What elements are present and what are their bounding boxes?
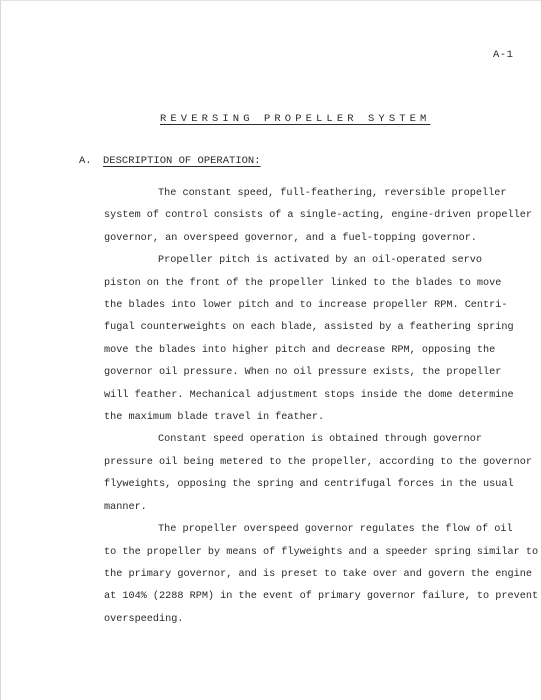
paragraph-line: fugal counterweights on each blade, assisted by a feathering spring [104, 322, 514, 334]
body-text [104, 183, 539, 631]
paragraph-2 [104, 250, 514, 429]
section-title: DESCRIPTION OF OPERATION: [103, 155, 261, 167]
paragraph-1 [104, 183, 532, 250]
paragraph-line: Propeller pitch is activated by an oil-operated servo [158, 255, 483, 267]
paragraph-line: governor oil pressure. When no oil pressure exists, the propeller [104, 367, 502, 379]
paragraph-line: the blades into lower pitch and to increase propeller RPM. Centri- [104, 300, 508, 312]
paragraph-line: at 104% (2288 RPM) in the event of primary governor failure, to prevent [104, 591, 539, 603]
page-number: A-1 [493, 49, 514, 61]
section-heading [79, 155, 261, 167]
paragraph-line: move the blades into higher pitch and decrease RPM, opposing the [104, 344, 496, 356]
document-title: REVERSING PROPELLER SYSTEM [160, 113, 431, 125]
paragraph-line: piston on the front of the propeller linked to the blades to move [104, 277, 502, 289]
paragraph-line: to the propeller by means of flyweights and a speeder spring similar to [104, 546, 539, 558]
paragraph-4 [104, 519, 539, 631]
paragraph-line: the maximum blade travel in feather. [104, 412, 325, 424]
paragraph-line: the primary governor, and is preset to take over and govern the engine [104, 568, 532, 580]
paragraph-3 [104, 429, 532, 519]
paragraph-line: Constant speed operation is obtained through governor [158, 434, 483, 446]
paragraph-line: pressure oil being metered to the propeller, according to the governor [104, 456, 532, 468]
paragraph-line: governor, an overspeed governor, and a fuel-topping governor. [104, 232, 477, 244]
paragraph-line: The propeller overspeed governor regulates the flow of oil [158, 524, 513, 536]
paragraph-line: will feather. Mechanical adjustment stops inside the dome determine [104, 389, 514, 401]
paragraph-line: system of control consists of a single-acting, engine-driven propeller [104, 210, 532, 222]
paragraph-line: overspeeding. [104, 613, 184, 625]
paragraph-line: flyweights, opposing the spring and centrifugal forces in the usual [104, 479, 514, 491]
section-letter: A. [79, 155, 92, 167]
paragraph-line: The constant speed, full-feathering, reversible propeller [158, 188, 507, 199]
paragraph-line: manner. [104, 501, 147, 513]
